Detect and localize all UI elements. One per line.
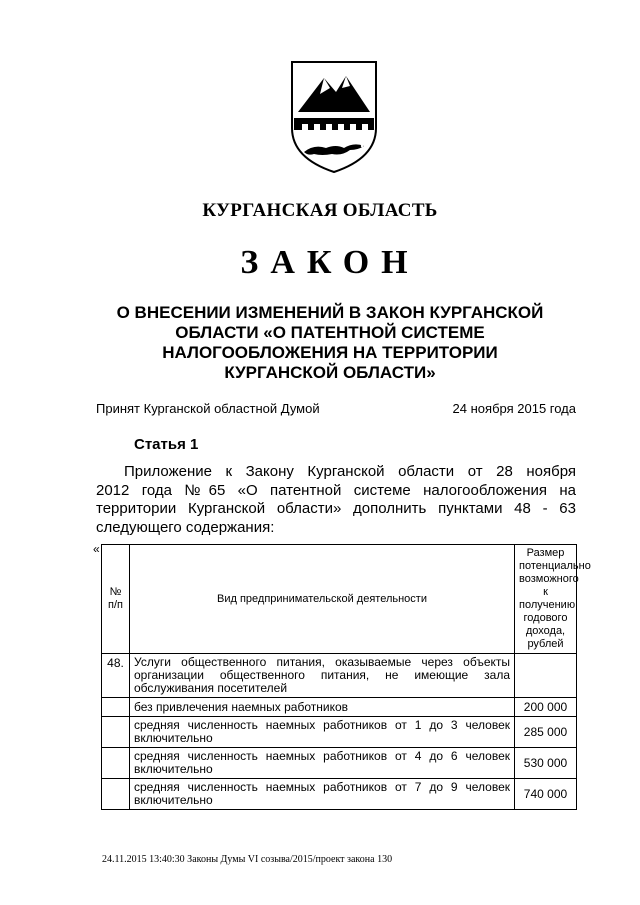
row-value: 530 000 <box>515 748 577 779</box>
table-header-row <box>102 545 577 654</box>
row-desc: средняя численность наемных работников от 4 до 6 человек включительно <box>130 748 515 779</box>
law-title-line: НАЛОГООБЛОЖЕНИЯ НА ТЕРРИТОРИИ <box>162 343 498 362</box>
row-num <box>102 748 130 779</box>
row-num <box>102 698 130 717</box>
table-row <box>102 748 577 779</box>
header-activity: Вид предпринимательской деятельности <box>130 545 515 654</box>
row-value: 200 000 <box>515 698 577 717</box>
row-desc: без привлечения наемных работников <box>130 698 515 717</box>
row-value: 285 000 <box>515 717 577 748</box>
paragraph-line: Приложение к Закону Курганской области от 28 ноября <box>124 463 576 480</box>
law-title <box>90 303 570 383</box>
row-desc: средняя численность наемных работников от 1 до 3 человек включительно <box>130 717 515 748</box>
adopted-by: Принят Курганской областной Думой <box>96 401 320 416</box>
law-title-line: ОБЛАСТИ «О ПАТЕНТНОЙ СИСТЕМЕ <box>175 323 485 342</box>
table-row <box>102 654 577 698</box>
coat-of-arms-icon <box>284 58 384 176</box>
row-num <box>102 779 130 810</box>
open-quote: « <box>93 542 100 556</box>
article-paragraph <box>96 463 576 537</box>
header-income: Размер потенциально возможного к получению годового дохода, рублей <box>515 545 577 654</box>
document-footer: 24.11.2015 13:40:30 Законы Думы VI созыва/2015/проект закона 130 <box>102 854 393 865</box>
paragraph-line: территории Курганской области» дополнить пунктами 48 - 63 <box>96 500 576 517</box>
document-type: ЗАКОН <box>240 244 420 281</box>
table-row <box>102 698 577 717</box>
table-row <box>102 717 577 748</box>
law-title-line: КУРГАНСКОЙ ОБЛАСТИ» <box>224 363 436 382</box>
header-num: № п/п <box>102 545 130 654</box>
row-desc: средняя численность наемных работников от 7 до 9 человек включительно <box>130 779 515 810</box>
row-num: 48. <box>102 654 130 698</box>
row-value: 740 000 <box>515 779 577 810</box>
row-desc: Услуги общественного питания, оказываемые через объекты организации общественного питания, не имеющие зала обслуживания посетителей <box>130 654 515 698</box>
article-title: Статья 1 <box>134 436 199 453</box>
paragraph-line: следующего содержания: <box>96 518 275 536</box>
paragraph-line: 2012 года №65 «О патентной системе налогообложения на <box>96 481 576 499</box>
table-row <box>102 779 577 810</box>
region-name: КУРГАНСКАЯ ОБЛАСТЬ <box>202 200 438 221</box>
activity-table <box>101 544 591 810</box>
row-value <box>515 654 577 698</box>
law-title-line: О ВНЕСЕНИИ ИЗМЕНЕНИЙ В ЗАКОН КУРГАНСКОЙ <box>116 303 544 322</box>
adoption-line <box>96 401 576 419</box>
row-num <box>102 717 130 748</box>
adoption-date: 24 ноября 2015 года <box>452 401 576 416</box>
